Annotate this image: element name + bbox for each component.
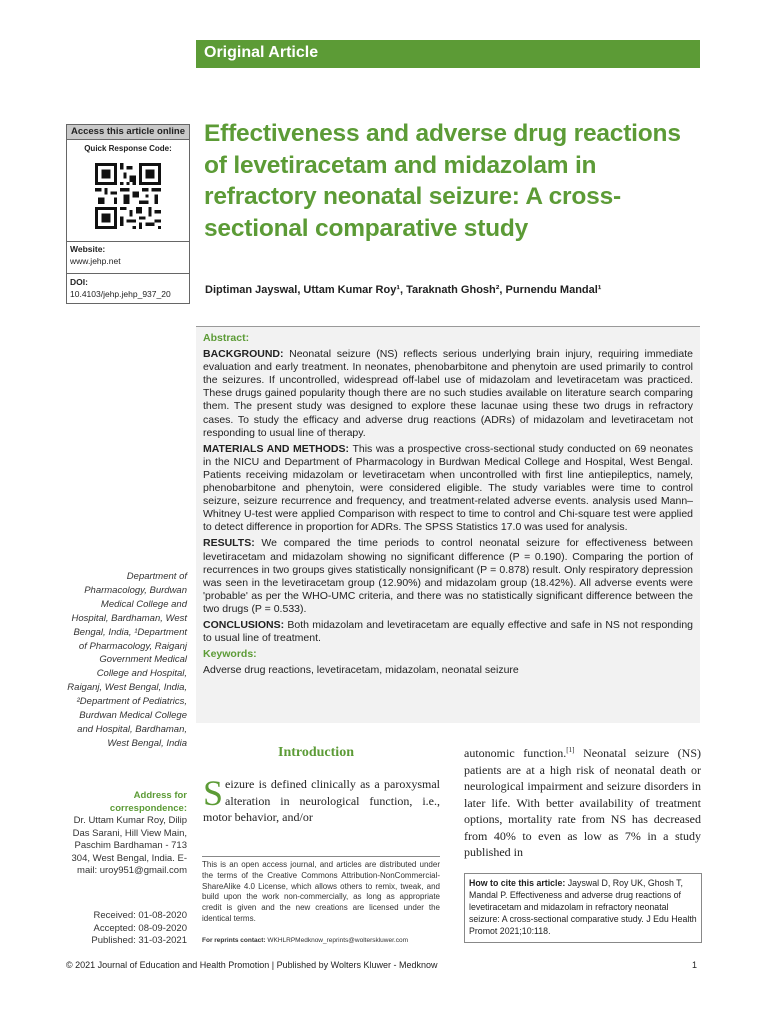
cite-label: How to cite this article: (469, 878, 566, 888)
keywords-heading: Keywords: (203, 648, 257, 661)
conclusions-text: Both midazolam and levetiracetam are equally effective and safe in NS not responding to usual line of treatment. (203, 618, 694, 645)
abstract-methods (203, 443, 693, 535)
published-date: Published: 31-03-2021 (91, 935, 187, 946)
methods-text: This was a prospective cross-sectional study conducted on 69 neonates in the NICU and Department of Pharmacology in Burdwan Medical College and Hospital, West Bengal. Patients receiving midazolam or levetiracetam when uncontrolled with first line antiepileptics, namely, phenobarbitone and phenytoin, were considered eligible. The study variables were time to control seizure, seizure recurrence and frequency, and treatment-related adverse events. analysis used Mann–Whitney U-test were applied Comparison with respect to time to control and Chi-square test were applied to detect difference in proportion for ADRs. The SPSS Statistics 17.0 was used for analysis. (203, 442, 694, 534)
footer-copyright: © 2021 Journal of Education and Health Promotion | Published by Wolters Kluwer - Medknow (66, 960, 438, 970)
access-box (66, 124, 190, 304)
page-number: 1 (692, 960, 698, 970)
results-label: RESULTS: (203, 537, 255, 550)
reprints-label: For reprints contact: (202, 937, 266, 944)
article-authors: Diptiman Jayswal, Uttam Kumar Roy¹, Taraknath Ghosh², Purnendu Mandal¹ (205, 284, 602, 296)
received-date: Received: 01-08-2020 (93, 910, 187, 921)
access-box-divider (67, 241, 189, 242)
abstract-conclusions (203, 619, 693, 645)
introduction-left-column (203, 773, 440, 826)
qr-label: Quick Response Code: (84, 144, 172, 153)
section-banner (196, 40, 700, 68)
doi-link[interactable]: 10.4103/jehp.jehp_937_20 (70, 289, 171, 299)
keywords-text: Adverse drug reactions, levetiracetam, midazolam, neonatal seizure (203, 664, 519, 677)
drop-cap: S (203, 773, 224, 813)
section-label: Original Article (204, 44, 319, 61)
access-box-title: Access this article online (67, 125, 189, 140)
intro-right-text-a: autonomic function. (464, 746, 567, 760)
conclusions-label: CONCLUSIONS: (203, 618, 285, 631)
reference-link[interactable]: [1] (566, 746, 575, 754)
accepted-date: Accepted: 08-09-2020 (93, 922, 187, 934)
article-title: Effectiveness and adverse drug reactions of levetiracetam and midazolam in refractory neonatal seizure: A cross-sectional comparative study (204, 120, 681, 242)
access-box-divider (67, 273, 189, 274)
website-label: Website: (70, 244, 106, 254)
introduction-heading: Introduction (278, 745, 354, 760)
qr-code-image (95, 163, 161, 229)
methods-label: MATERIALS AND METHODS: (203, 442, 350, 455)
correspondence-heading: Address for correspondence: (109, 790, 187, 814)
intro-left-text: eizure is defined clinically as a paroxysmal alteration in neurological function, i.e., motor behavior, and/or (203, 777, 440, 824)
abstract-heading: Abstract: (203, 332, 250, 344)
results-text: We compared the time periods to control neonatal seizure for effectiveness between levetiracetam and midazolam showing no significant difference (P = 0.190). Comparing the portion of recurrences in two groups gives statistically nonsignificant (P = 0.878) result. Only respiratory depression was seen in the levetiracetam group (12.90%) and midazolam group (18.42%). All adverse events were 'probable' as per the WHO-UMC criteria, and there was no statistically significant difference between the two drugs (P = 0.533). (203, 537, 693, 615)
correspondence-address: Dr. Uttam Kumar Roy, Dilip Das Sarani, Hill View Main, Paschim Bardhaman - 713 304, West Bengal, India. E-mail: uroy951@gmail.com (71, 815, 187, 876)
abstract-box (196, 326, 700, 723)
abstract-background (203, 348, 693, 440)
affiliations: Department of Pharmacology, Burdwan Medical College and Hospital, Bardhaman, West Bengal, India, ¹Department of Pharmacology, Raiganj Government Medical College and Hospital, Raiganj, West Bengal, India, ²Department of Pediatrics, Burdwan Medical College and Hospital, Bardhaman, West Bengal, India (67, 571, 187, 749)
website-link[interactable]: www.jehp.net (70, 256, 121, 266)
citation-box (464, 873, 702, 943)
reprints-email[interactable]: WKHLRPMedknow_reprints@wolterskluwer.com (267, 937, 408, 944)
background-text: Neonatal seizure (NS) reflects serious underlying brain injury, requiring immediate evaluation and early treatment. In neonates, phenobarbitone and phenytoin are used primarily to control the seizures. If uncontrolled, widespread off-label use of midazolam and levetiracetam was practiced. These drugs gained popularity though there are no such studies available on literature search comparing them. The present study was designed to explore these lacunae using these two drugs in refractory cases. To study the efficacy and adverse drug reactions (ADRs) of midazolam and levetiracetam not responding to usual line of therapy. (203, 348, 693, 439)
introduction-right-column (464, 742, 701, 861)
open-access-notice: This is an open access journal, and articles are distributed under the terms of the Creative Commons Attribution-NonCommercial-ShareAlike 4.0 License, which allows others to remix, tweak, and build upon the work non-commercially, as long as appropriate credit is given and the new creations are licensed under the identical terms. (202, 856, 440, 925)
intro-right-text-b: Neonatal seizure (NS) patients are at a high risk of neonatal death or neurological impairment and seizure disorders in later life. With better availability of treatment options, mortality rate from NS has decreased from 40% to even as low as 7% in a study published in (464, 746, 701, 859)
doi-label: DOI: (70, 277, 88, 287)
article-dates (66, 910, 187, 948)
reprints-contact (202, 937, 408, 944)
abstract-results (203, 537, 693, 616)
background-label: BACKGROUND: (203, 348, 284, 361)
cite-text: Jayswal D, Roy UK, Ghosh T, Mandal P. Effectiveness and adverse drug reactions of levetiracetam and midazolam in refractory neonatal seizure: A cross-sectional comparative study. J Edu Health Promot 2021;10:118. (469, 878, 697, 936)
